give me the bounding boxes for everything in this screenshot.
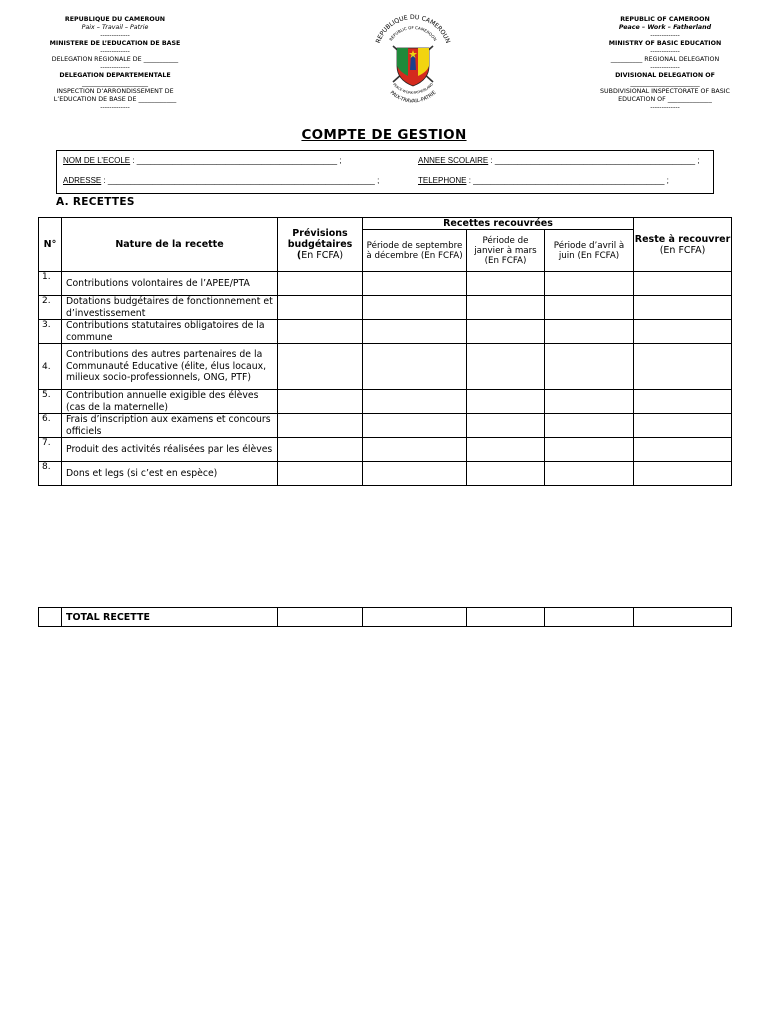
total-row — [39, 608, 732, 627]
row-number: 8. — [39, 462, 62, 486]
telephone-field[interactable] — [418, 176, 669, 185]
col-header-reste — [634, 218, 732, 272]
document-title: COMPTE DE GESTION — [301, 127, 467, 143]
cell-previsions[interactable] — [278, 272, 363, 296]
table-row — [39, 390, 732, 414]
header-inspectorate-en: SUBDIVISIONAL INSPECTORATE OF BASIC — [600, 88, 730, 95]
table-row — [39, 296, 732, 320]
cell-previsions[interactable] — [278, 462, 363, 486]
cell-period-3[interactable] — [545, 320, 634, 344]
cell-period-2[interactable] — [467, 438, 545, 462]
section-heading-recettes: A. RECETTES — [56, 196, 135, 208]
emblem-top-text: REPUBLIQUE DU CAMEROUN — [374, 14, 452, 45]
cell-period-2[interactable] — [467, 390, 545, 414]
table-row — [39, 344, 732, 390]
cell-previsions[interactable] — [278, 320, 363, 344]
cell-previsions[interactable] — [278, 438, 363, 462]
cell-reste[interactable] — [634, 320, 732, 344]
cell-previsions[interactable] — [278, 390, 363, 414]
cell-period-1[interactable] — [363, 462, 467, 486]
header-separator: ------------- — [650, 48, 680, 55]
row-label: Contributions statutaires obligatoires de la commune — [62, 320, 278, 344]
cell-previsions[interactable] — [278, 414, 363, 438]
total-period-1[interactable] — [363, 608, 467, 627]
emblem-bottom-text-2: PAIX-TRAVAIL-PATRIE — [388, 89, 438, 105]
total-period-2[interactable] — [467, 608, 545, 627]
row-label: Produit des activités réalisées par les élèves — [62, 438, 278, 462]
col-header-period-1: Période de septembre à décembre (En FCFA) — [363, 230, 467, 272]
header-inspection: INSPECTION D’ARRONDISSEMENT DE — [56, 88, 174, 95]
recettes-table — [38, 217, 732, 486]
telephone-label: TELEPHONE — [418, 176, 467, 185]
row-number: 7. — [39, 438, 62, 462]
row-label: Frais d’inscription aux examens et concours officiels — [62, 414, 278, 438]
cell-period-3[interactable] — [545, 438, 634, 462]
total-period-3[interactable] — [545, 608, 634, 627]
header-inspection-2: L’EDUCATION DE BASE DE ____________ — [53, 96, 177, 103]
header-separator: ------------- — [650, 32, 680, 39]
address-label: ADRESSE — [63, 176, 102, 185]
school-info-box — [56, 150, 714, 194]
cell-period-1[interactable] — [363, 344, 467, 390]
col-header-nature: Nature de la recette — [62, 218, 278, 272]
table-row — [39, 320, 732, 344]
row-number: 1. — [39, 272, 62, 296]
col-header-number: N° — [39, 218, 62, 272]
col-header-previsions — [278, 218, 363, 272]
cell-period-3[interactable] — [545, 344, 634, 390]
cell-period-3[interactable] — [545, 462, 634, 486]
total-label: TOTAL RECETTE — [62, 608, 278, 627]
cell-period-3[interactable] — [545, 390, 634, 414]
svg-text:REPUBLIC OF CAMEROON — [388, 25, 438, 42]
cell-reste[interactable] — [634, 344, 732, 390]
total-previsions[interactable] — [278, 608, 363, 627]
cell-period-2[interactable] — [467, 344, 545, 390]
header-separator: ------------- — [100, 32, 130, 39]
cameroon-coat-of-arms-icon — [370, 14, 456, 106]
cell-period-1[interactable] — [363, 438, 467, 462]
col-header-period-2: Période de janvier à mars (En FCFA) — [467, 230, 545, 272]
header-regional: DELEGATION REGIONALE DE ___________ — [51, 56, 179, 63]
header-divisional: DELEGATION DEPARTEMENTALE — [59, 72, 171, 79]
total-number-cell — [39, 608, 62, 627]
school-name-line: : _____________________________________________ ; — [130, 156, 342, 165]
total-table — [38, 607, 732, 627]
cell-reste[interactable] — [634, 462, 732, 486]
cell-period-2[interactable] — [467, 462, 545, 486]
cell-period-1[interactable] — [363, 272, 467, 296]
row-label: Contributions des autres partenaires de la Communauté Educative (élite, élus locaux, milieux socio-professionnels, ONG, PTF) — [62, 344, 278, 390]
header-separator: ------------- — [100, 64, 130, 71]
cell-reste[interactable] — [634, 438, 732, 462]
address-field[interactable] — [63, 176, 379, 185]
cell-previsions[interactable] — [278, 296, 363, 320]
col-header-reste-bold: Reste à recouvrer — [634, 233, 731, 245]
cell-previsions[interactable] — [278, 344, 363, 390]
row-label: Dotations budgétaires de fonctionnement et d’investissement — [62, 296, 278, 320]
table-row — [39, 462, 732, 486]
address-line: : ____________________________________________________________ ; — [101, 176, 380, 185]
row-number: 4. — [39, 344, 62, 390]
row-label: Contributions volontaires de l’APEE/PTA — [62, 272, 278, 296]
header-separator: ------------- — [650, 64, 680, 71]
row-label: Contribution annuelle exigible des élèves (cas de la maternelle) — [62, 390, 278, 414]
row-number: 6. — [39, 414, 62, 438]
header-right — [590, 16, 740, 112]
col-header-recouvrees: Recettes recouvrées — [363, 218, 634, 230]
cell-period-3[interactable] — [545, 296, 634, 320]
cell-period-1[interactable] — [363, 414, 467, 438]
school-name-field[interactable] — [63, 156, 341, 165]
cell-period-1[interactable] — [363, 320, 467, 344]
header-blank-line: _____________________ — [81, 80, 149, 87]
emblem-top-text-2: REPUBLIC OF CAMEROON — [388, 24, 438, 42]
header-blank-line: ______________________ — [630, 80, 700, 87]
row-number: 2. — [39, 296, 62, 320]
col-header-reste-unit: (En FCFA) — [659, 244, 706, 256]
cell-reste[interactable] — [634, 296, 732, 320]
school-year-field[interactable] — [418, 156, 700, 165]
col-header-previsions-bold: Prévisions budgétaires ( — [287, 228, 353, 261]
header-separator: ------------- — [100, 48, 130, 55]
row-label: Dons et legs (si c’est en espèce) — [62, 462, 278, 486]
cell-period-1[interactable] — [363, 296, 467, 320]
table-row — [39, 414, 732, 438]
header-left — [40, 16, 190, 112]
header-divisional-en: DIVISIONAL DELEGATION OF — [615, 72, 715, 79]
header-regional-en: __________ REGIONAL DELEGATION — [610, 56, 720, 63]
header-motto: Paix – Travail – Patrie — [81, 24, 149, 31]
col-header-period-3: Période d’avril à juin (En FCFA) — [545, 230, 634, 272]
header-country: REPUBLIQUE DU CAMEROUN — [64, 16, 166, 23]
cell-period-2[interactable] — [467, 320, 545, 344]
cell-period-3[interactable] — [545, 414, 634, 438]
cell-period-3[interactable] — [545, 272, 634, 296]
table-row — [39, 272, 732, 296]
emblem-bottom-text: PEACE-WORK-FATHERLAND — [392, 82, 434, 95]
header-motto-en: Peace – Work – Fatherland — [618, 24, 712, 31]
col-header-previsions-unit: En FCFA) — [301, 250, 344, 261]
header-separator: ------------- — [100, 104, 130, 111]
row-number: 5. — [39, 390, 62, 414]
table-row — [39, 438, 732, 462]
cell-reste[interactable] — [634, 390, 732, 414]
cell-period-1[interactable] — [363, 390, 467, 414]
school-year-line: : _____________________________________________ ; — [488, 156, 700, 165]
cell-reste[interactable] — [634, 272, 732, 296]
header-ministry-en: MINISTRY OF BASIC EDUCATION — [608, 40, 722, 47]
cell-period-2[interactable] — [467, 414, 545, 438]
header-inspectorate-en-2: EDUCATION OF ______________ — [618, 96, 712, 103]
row-number: 3. — [39, 320, 62, 344]
cell-period-2[interactable] — [467, 272, 545, 296]
cell-period-2[interactable] — [467, 296, 545, 320]
telephone-line: : ___________________________________________ ; — [466, 176, 669, 185]
school-name-label: NOM DE L’ECOLE — [63, 156, 131, 165]
header-ministry: MINISTERE DE L’EDUCATION DE BASE — [49, 40, 181, 47]
header-country-en: REPUBLIC OF CAMEROON — [620, 16, 710, 23]
total-reste[interactable] — [634, 608, 732, 627]
cell-reste[interactable] — [634, 414, 732, 438]
school-year-label: ANNEE SCOLAIRE — [418, 156, 489, 165]
header-separator: ------------- — [650, 104, 680, 111]
